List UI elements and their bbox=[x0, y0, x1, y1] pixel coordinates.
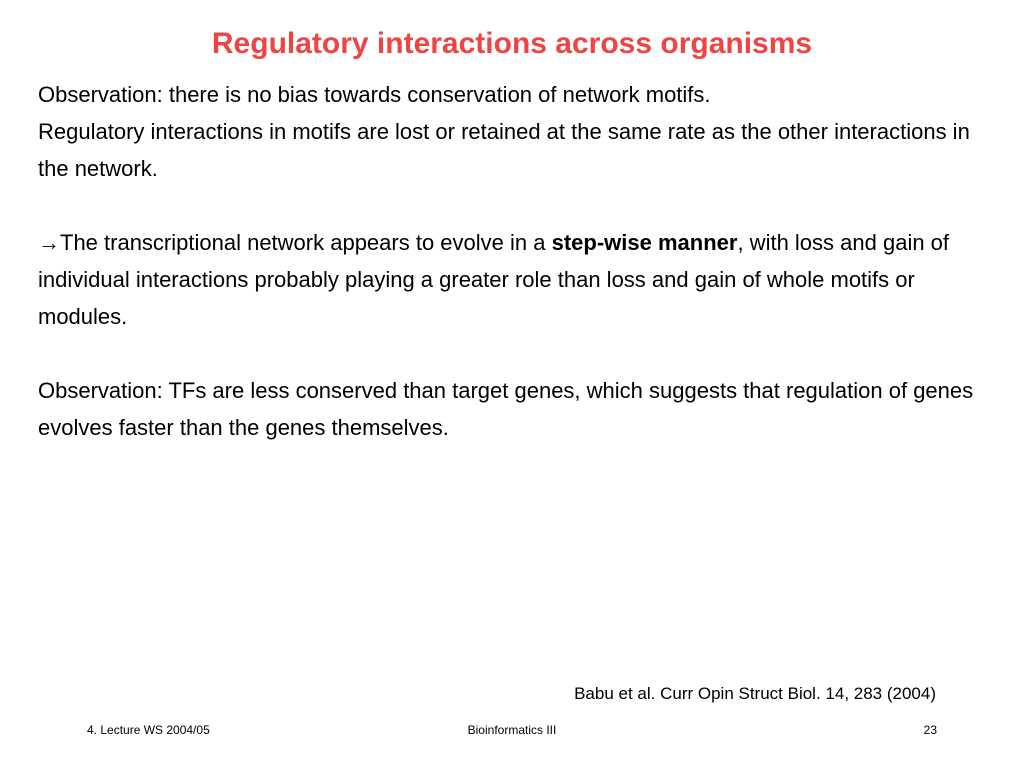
paragraph-stepwise-bold: step-wise manner bbox=[551, 230, 738, 255]
paragraph-stepwise-evolution bbox=[38, 224, 988, 335]
paragraph-observation-motifs bbox=[38, 76, 988, 187]
paragraph-stepwise-before: The transcriptional network appears to evolve in a bbox=[60, 230, 552, 255]
footer-lecture: 4. Lecture WS 2004/05 bbox=[87, 723, 210, 737]
arrow-icon: → bbox=[38, 230, 60, 255]
footer-page-number: 23 bbox=[923, 723, 937, 737]
slide-body bbox=[38, 76, 988, 446]
paragraph-observation-tfs: Observation: TFs are less conserved than target genes, which suggests that regulation of genes evolves faster than the genes themselves. bbox=[38, 378, 974, 440]
footer-course: Bioinformatics III bbox=[467, 723, 557, 737]
paragraph-stepwise-after: , with loss and gain of individual interactions probably playing a greater role than loss and gain of whole motifs or modules. bbox=[38, 230, 950, 329]
slide-title: Regulatory interactions across organisms bbox=[211, 27, 813, 60]
citation: Babu et al. Curr Opin Struct Biol. 14, 283 (2004) bbox=[574, 684, 936, 703]
paragraph-observation-motifs-line1: Observation: there is no bias towards conservation of network motifs. bbox=[38, 82, 711, 107]
paragraph-observation-motifs-line2: Regulatory interactions in motifs are lost or retained at the same rate as the other interactions in the network. bbox=[38, 119, 970, 181]
